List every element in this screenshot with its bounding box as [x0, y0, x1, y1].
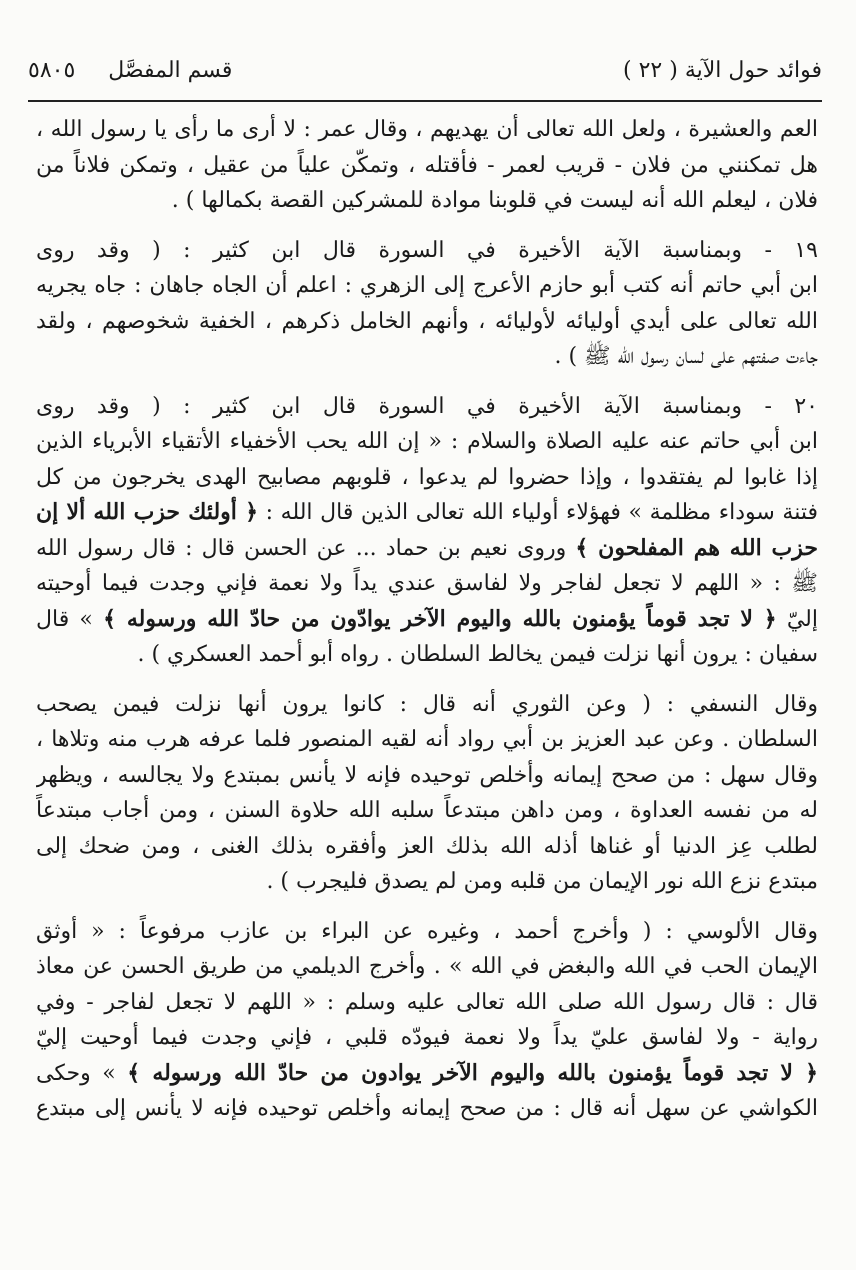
text-line: فلان ، ليعلم الله أنه ليست في قلوبنا موادة للمشركين القصة بكمالها ) . — [171, 188, 818, 213]
text-line: الكواشي عن سهل أنه قال : من صحح إيمانه وأخلص توحيده فإنه لا يأنس إلى مبتدع — [36, 1096, 818, 1121]
section-and-page — [28, 58, 232, 83]
header-rule — [28, 100, 822, 102]
text-line — [36, 1056, 818, 1092]
running-title: فوائد حول الآية ( ٢٢ ) — [623, 58, 822, 83]
page-body — [36, 112, 818, 1141]
line-text: » قال — [36, 606, 93, 632]
text-line — [36, 495, 818, 531]
paragraph-19 — [36, 233, 818, 375]
text-line: إذا غابوا لم يفتقدوا ، وإذا حضروا لم يدعوا ، قلوبهم مصابيح الهدى يخرجون من كل — [36, 464, 818, 490]
paragraph-nasafi — [36, 687, 818, 900]
line-text: فتنة سوداء مظلمة » فهؤلاء أولياء الله تعالى الذين قال الله : — [265, 500, 818, 525]
section-name: قسم المفصَّل — [108, 58, 233, 83]
text-line — [36, 602, 818, 638]
text-line: هل تمكنني من فلان - قريب لعمر - فأقتله ، وتمكّن علياً من عقيل ، وتمكن فلاناً من — [36, 152, 818, 178]
line-text: إليّ — [786, 606, 818, 632]
quran-verse: حزب الله هم المفلحون ﴾ — [575, 534, 818, 561]
page-number: ٥٨٠٥ — [28, 58, 76, 83]
text-line: جاءت صفتهم على لسان رسول الله ﷺ ) . — [554, 344, 818, 369]
line-text: » وحكى — [36, 1060, 116, 1086]
text-line: مبتدع نزع الله نور الإيمان من قلبه ومن لم يصدق فليجرب ) . — [266, 869, 818, 894]
text-line: الله تعالى على أيدي أوليائه لأوليائه ، وأنهم الخامل ذكرهم ، الخفية شخوصهم ، ولقد — [36, 308, 818, 334]
text-line: ابن أبي حاتم عنه عليه الصلاة والسلام : « إن الله يحب الأخفياء الأتقياء الأبرياء الذين — [36, 429, 818, 454]
text-line: وقال النسفي : ( وعن الثوري أنه قال : كانوا يرون أنها نزلت فيمن يصحب — [36, 691, 818, 717]
quran-verse: ﴿ أولئك حزب الله ألا إن — [36, 499, 259, 525]
text-line: رواية - ولا لفاسق عليّ يداً ولا نعمة فيودّه قلبي ، فإني وجدت فيما أوحيت إليّ — [36, 1025, 818, 1050]
quran-verse: ﴿ لا تجد قوماً يؤمنون بالله واليوم الآخر يوادّون من حادّ الله ورسوله ﴾ — [103, 605, 777, 632]
paragraph-1 — [36, 112, 818, 219]
text-line: السلطان . وعن عبد العزيز بن أبي رواد أنه لقيه المنصور فلما عرفه هرب منه وتلاها ، — [36, 727, 818, 752]
text-line — [36, 531, 818, 567]
text-line: العم والعشيرة ، ولعل الله تعالى أن يهديهم ، وقال عمر : لا أرى ما رأى يا رسول الله ، — [36, 117, 818, 142]
paragraph-alusi — [36, 914, 818, 1127]
text-line: وقال سهل : من صحح إيمانه وأخلص توحيده فإنه لا يأنس بمبتدع ولا يجالسه ، ويظهر — [36, 762, 818, 788]
quran-verse: ﴿ لا تجد قوماً يؤمنون بالله واليوم الآخر يوادون من حادّ الله ورسوله ﴾ — [127, 1059, 818, 1086]
line-text: وروى نعيم بن حماد ... عن الحسن قال : قال رسول الله — [36, 535, 567, 561]
text-line: وقال الألوسي : ( وأخرج أحمد ، وغيره عن البراء بن عازب مرفوعاً : « أوثق — [36, 918, 818, 944]
paragraph-20 — [36, 389, 818, 673]
text-line: لطلب عِز الدنيا أو غناها أذله الله بذلك العز وأفقره بذلك الغنى ، ومن ضحك إلى — [36, 833, 818, 859]
page-header — [28, 52, 822, 102]
text-line: ﷺ : « اللهم لا تجعل لفاجر ولا لفاسق عندي يداً ولا نعمة فإني وجدت فيما أوحيته — [36, 571, 818, 596]
text-line: له من نفسه العداوة ، ومن داهن مبتدعاً سلبه الله حلاوة السنن ، ومن أجاب مبتدعاً — [36, 798, 818, 823]
text-line: ابن أبي حاتم أنه كتب أبو حازم الأعرج إلى الزهري : اعلم أن الجاه جاهان : جاه يجريه — [36, 273, 818, 298]
text-line: ١٩ - وبمناسبة الآية الأخيرة في السورة قال ابن كثير : ( وقد روى — [36, 237, 818, 263]
text-line: الإيمان الحب في الله والبغض في الله » . وأخرج الديلمي من طريق الحسن عن معاذ — [36, 954, 818, 979]
text-line: قال : قال رسول الله صلى الله تعالى عليه وسلم : « اللهم لا تجعل لفاجر - وفي — [36, 989, 818, 1015]
text-line: ٢٠ - وبمناسبة الآية الأخيرة في السورة قال ابن كثير : ( وقد روى — [36, 393, 818, 419]
text-line: سفيان : يرون أنها نزلت فيمن يخالط السلطان . رواه أبو أحمد العسكري ) . — [137, 642, 818, 667]
